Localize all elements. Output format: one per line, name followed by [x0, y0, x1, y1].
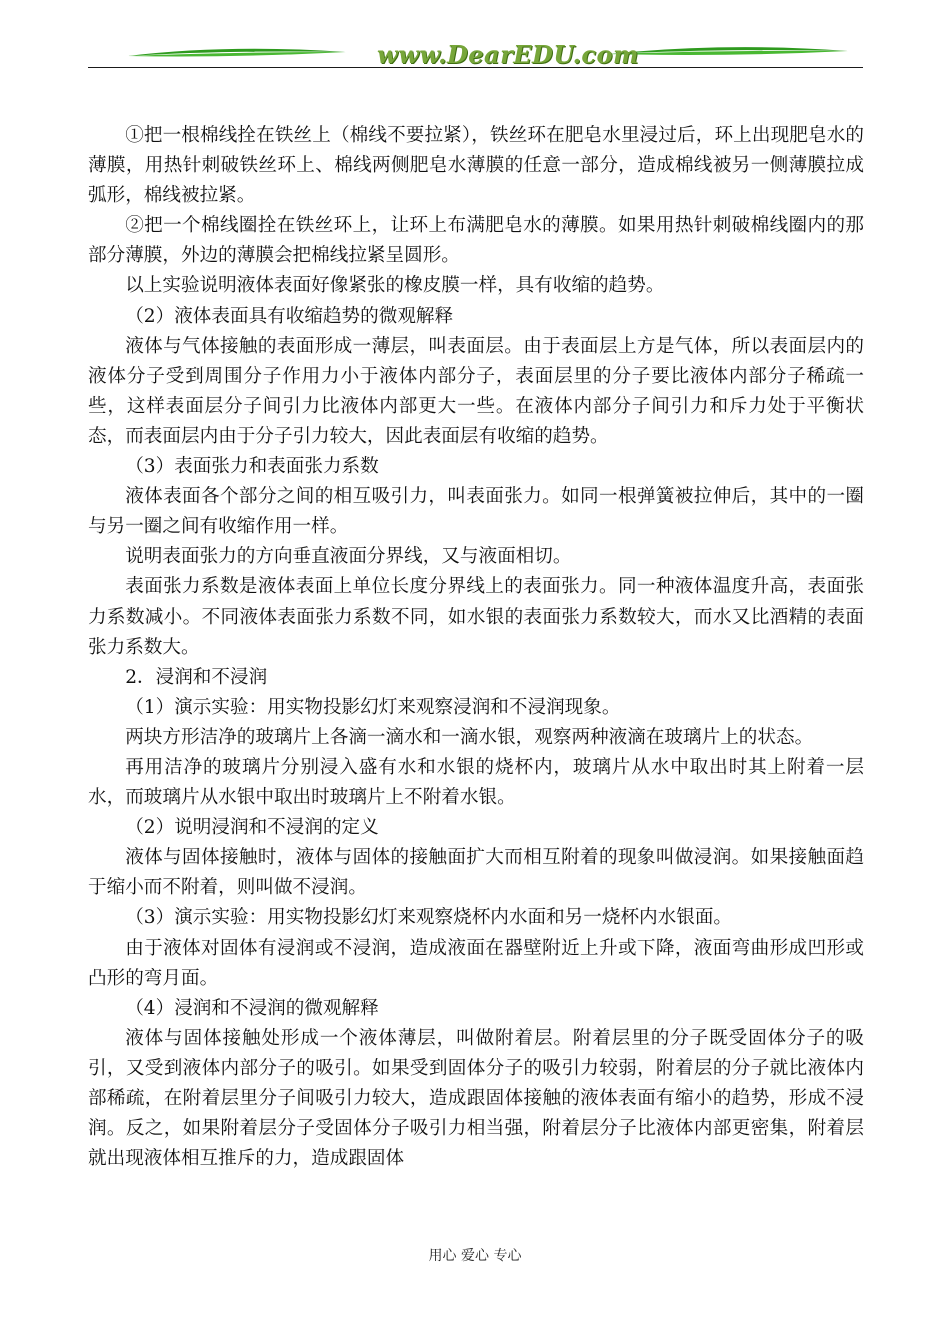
paragraph: 液体与固体接触处形成一个液体薄层，叫做附着层。附着层里的分子既受固体分子的吸引，又受到液体内部分子的吸引。如果受到固体分子的吸引力较弱，附着层的分子就比液体内部稀疏，在附着层里分子间吸引力较大，造成跟固体接触的液体表面有缩小的趋势，形成不浸润。反之，如果附着层分子受固体分子吸引力相当强，附着层分子比液体内部更密集，附着层就出现液体相互推斥的力，造成跟固体: [88, 1027, 864, 1170]
paragraph: 以上实验说明液体表面好像紧张的橡皮膜一样，具有收缩的趋势。: [125, 275, 665, 297]
header-divider: [88, 67, 863, 68]
paragraph: ②把一个棉线圈拴在铁丝环上，让环上布满肥皂水的薄膜。如果用热针刺破棉线圈内的那部分薄膜，外边的薄膜会把棉线拉紧呈圆形。: [88, 215, 864, 267]
paragraph: 表面张力系数是液体表面上单位长度分界线上的表面张力。同一种液体温度升高，表面张力系数减小。不同液体表面张力系数不同，如水银的表面张力系数较大，而水又比酒精的表面张力系数大。: [88, 576, 864, 658]
section-heading: （1）演示实验：用实物投影幻灯来观察浸润和不浸润现象。: [125, 696, 621, 718]
page-footer: 用心 爱心 专心: [428, 1248, 522, 1264]
paragraph: 由于液体对固体有浸润或不浸润，造成液面在器壁附近上升或下降，液面弯曲形成凹形或凸形的弯月面。: [88, 937, 864, 989]
paragraph: 两块方形洁净的玻璃片上各滴一滴水和一滴水银，观察两种液滴在玻璃片上的状态。: [125, 726, 814, 748]
section-heading: （3）演示实验：用实物投影幻灯来观察烧杯内水面和另一烧杯内水银面。: [125, 907, 733, 929]
section-heading: （4）浸润和不浸润的微观解释: [125, 997, 379, 1019]
section-heading: （2）说明浸润和不浸润的定义: [125, 817, 379, 839]
paragraph: 液体与气体接触的表面形成一薄层，叫表面层。由于表面层上方是气体，所以表面层内的液体分子受到周围分子作用力小于液体内部分子，表面层里的分子要比液体内部分子稀疏一些，这样表面层分子间引力比液体内部更大一些。在液体内部分子间引力和斥力处于平衡状态，而表面层内由于分子引力较大，因此表面层有收缩的趋势。: [88, 335, 864, 447]
paragraph: 说明表面张力的方向垂直液面分界线，又与液面相切。: [125, 546, 572, 568]
paragraph: 液体表面各个部分之间的相互吸引力，叫表面张力。如同一根弹簧被拉伸后，其中的一圈与另一圈之间有收缩作用一样。: [88, 486, 864, 538]
document-body: [88, 121, 864, 1174]
paragraph: ①把一根棉线拴在铁丝上（棉线不要拉紧），铁丝环在肥皂水里浸过后，环上出现肥皂水的薄膜，用热针刺破铁丝环上、棉线两侧肥皂水薄膜的任意一部分，造成棉线被另一侧薄膜拉成弧形，棉线被拉紧。: [88, 125, 864, 207]
section-heading: （3）表面张力和表面张力系数: [125, 456, 379, 478]
paragraph: 再用洁净的玻璃片分别浸入盛有水和水银的烧杯内，玻璃片从水中取出时其上附着一层水，而玻璃片从水银中取出时玻璃片上不附着水银。: [88, 756, 864, 809]
section-heading: （2）液体表面具有收缩趋势的微观解释: [125, 305, 454, 327]
paragraph: 液体与固体接触时，液体与固体的接触面扩大而相互附着的现象叫做浸润。如果接触面趋于缩小而不附着，则叫做不浸润。: [88, 847, 864, 899]
brand-logo-text: www.DearEDU.com: [377, 40, 639, 69]
section-heading: 2．浸润和不浸润: [125, 666, 268, 688]
